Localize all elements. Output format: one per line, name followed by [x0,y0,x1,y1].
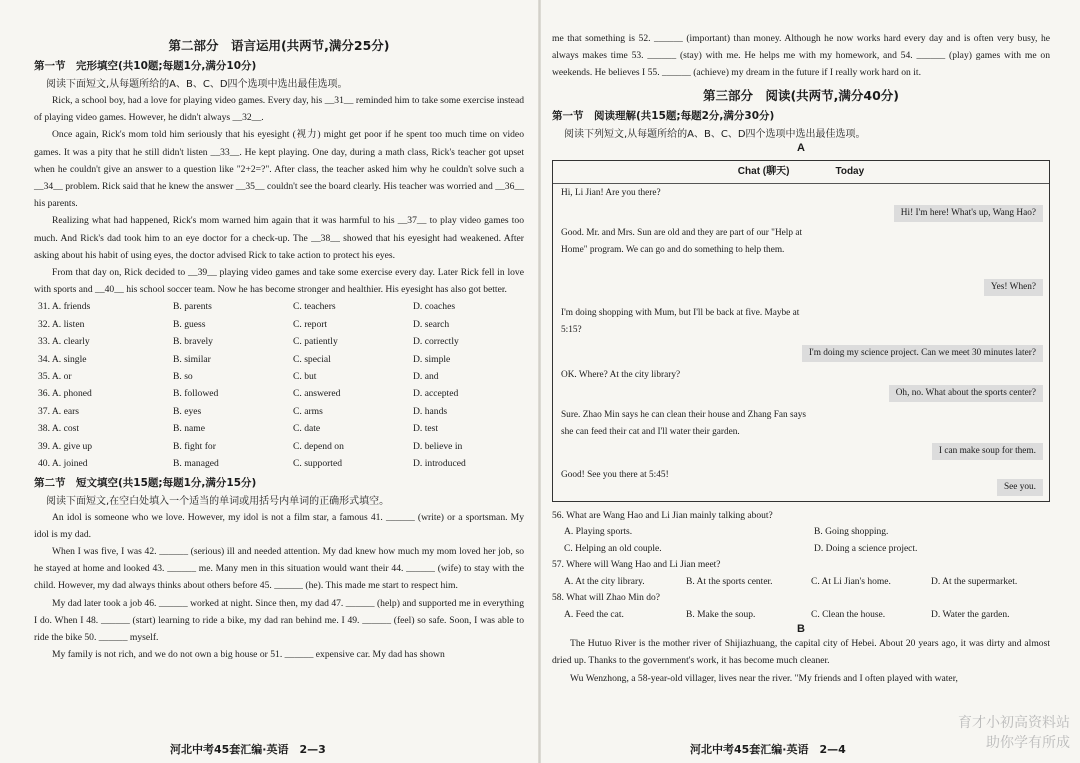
chat-header [553,161,1049,184]
cloze-paragraph: Realizing what had happened, Rick's mom warned him again that it was harmful to his __37__ to play video games too much. And Rick's dad took him to an eye doctor for a check-up. The __38__ showed that his eyesight had weakened. After asking about his habit of using eyes, the doctor advised Rick to take action to protect his eyes. [34,215,524,261]
question-stem: 58. What will Zhao Min do? [552,593,661,604]
option: 34. A. single [38,353,87,365]
option: 40. A. joined [38,458,88,470]
answer-option: A. At the city library. [564,576,645,587]
chat-message-left: Good! See you there at 5:45! [561,469,669,480]
option: C. supported [293,458,343,470]
reading-section-title: 第一节 阅读理解(共15题;每题2分,满分30分) [552,109,775,122]
chat-message-right: I'm doing my science project. Can we meet 30 minutes later? [802,345,1043,362]
chat-date: Today [835,165,865,177]
cloze-paragraph: From that day on, Rick decided to __39__ playing video games and take some exercise every day. Later Rick fell in love with sports and __40__ his school soccer team. Now he has become stronger and healthier. His eyesight has also got better. [34,267,524,296]
option: B. managed [173,458,219,470]
option: D. test [413,423,439,435]
cloze-options [38,298,524,472]
option: 32. A. listen [38,318,85,330]
cloze-section-title: 第一节 完形填空(共10题;每题1分,满分10分) [34,60,257,72]
part-three-title: 第三部分 阅读(共两节,满分40分) [702,87,900,103]
chat-message-right: I can make soup for them. [932,443,1043,460]
right-footer: 河北中考45套汇编·英语 2—4 [690,743,846,756]
answer-option: D. Water the garden. [931,609,1010,620]
question-56 [552,508,1050,558]
chat-message-right: Yes! When? [984,279,1043,296]
option: D. and [413,371,439,383]
option: C. arms [293,405,323,417]
option: B. parents [173,301,212,313]
passage-a-label: A [797,141,805,154]
answer-option: C. At Li Jian's home. [811,576,891,587]
option: 35. A. or [38,371,72,383]
option: C. patiently [293,336,338,348]
option: 36. A. phoned [38,388,92,400]
option: B. eyes [173,405,202,417]
option: D. correctly [413,336,459,348]
chat-title: Chat (聊天) [737,165,790,177]
option: D. believe in [413,440,463,452]
passage-b-paragraph: The Hutuo River is the mother river of Shijiazhuang, the capital city of Hebei. About 20 years ago, it was dirty and almost dried up. Thanks to the government's work, it has become much cleaner. [552,638,1050,667]
answer-option: B. Going shopping. [814,527,889,538]
chat-message-left: OK. Where? At the city library? [561,369,681,380]
fill-blank-paragraph: My dad later took a job 46. ______ worked at night. Since then, my dad 47. ______ (help) and supported me in everything I do. When I 48. ______ (start) learning to ride a bike, my dad ran behind me. I 49. ______ (feel) so safe. Soon, I was able to ride the bike 50. ______ myself. [34,597,524,643]
answer-option: A. Feed the cat. [564,609,624,620]
option: C. date [293,423,321,435]
answer-option: C. Clean the house. [811,609,886,620]
left-footer: 河北中考45套汇编·英语 2—3 [170,743,326,756]
option: 31. A. friends [38,301,91,313]
option: D. coaches [413,301,456,313]
cloze-instruction: 阅读下面短文,从每题所给的A、B、C、D四个选项中选出最佳选项。 [46,79,348,90]
answer-option: B. Make the soup. [686,609,756,620]
option: B. so [173,371,193,383]
watermark-line: 助你学有所成 [986,735,1070,751]
part-two-title: 第二部分 语言运用(共两节,满分25分) [168,38,390,53]
fill-blank-paragraph: An idol is someone who we love. However, my idol is not a film star, a famous 41. ______ (write) or a sportsman. My idol is my dad. [34,511,524,540]
watermark [958,713,1070,753]
chat-message-left: Hi, Li Jian! Are you there? [561,187,661,198]
chat-window [552,160,1050,502]
answer-option: D. At the supermarket. [931,576,1018,587]
option: C. but [293,371,317,383]
option: D. introduced [413,458,466,470]
fill-blank-paragraph: My family is not rich, and we do not own a big house or 51. ______ expensive car. My dad has shown [52,649,445,661]
option: B. similar [173,353,211,365]
passage-b-label: B [797,623,805,636]
option: B. fight for [173,440,216,452]
chat-message-right: Hi! I'm here! What's up, Wang Hao? [894,205,1043,222]
option: C. report [293,318,328,330]
cloze-paragraph: Rick, a school boy, had a love for playing video games. Every day, his __31__ reminded him to take some exercise instead of playing video games. However, he didn't always __32__. [34,95,524,124]
question-58 [552,590,1050,623]
cloze-paragraph: Once again, Rick's mom told him seriously that his eyesight (视力) might get poor if he spent too much time on video games. It was a pity that he still didn't listen __33__. He kept playing. One day, during a math class, Rick's teacher got upset when he couldn't give an answer to a question like "2+2=?". After class, the teacher asked him why he couldn't solve such a __34__ problem. Rick said that he knew the answer __35__ couldn't see the board clearly. His teacher was worried and __36__ his parents. [34,129,524,210]
chat-message-right: Oh, no. What about the sports center? [889,385,1043,402]
option: D. simple [413,353,451,365]
option: D. accepted [413,388,459,400]
question-57 [552,557,1050,590]
answer-option: D. Doing a science project. [814,543,918,554]
answer-option: A. Playing sports. [564,527,633,538]
answer-option: B. At the sports center. [686,576,773,587]
watermark-line: 育才小初高资料站 [958,715,1070,731]
fill-blank-continuation: me that something is 52. ______ (important) than money. Although he now works hard every day and is often very busy, he always makes time 53. ______ (stay) with me. He helps me with my homework, and 54. ______ (play) games with me on weekends. He believes I 55. ______ (achieve) my dream in the future if I really work hard on it. [552,33,1050,79]
option: C. special [293,353,331,365]
reading-instruction: 阅读下列短文,从每题所给的A、B、C、D四个选项中选出最佳选项。 [564,128,866,140]
chat-message-left: I'm doing shopping with Mum, but I'll be back at five. Maybe at 5:15? [561,307,800,335]
option: 33. A. clearly [38,336,90,348]
option: B. name [173,423,205,435]
option: B. bravely [173,336,213,348]
option: D. search [413,318,450,330]
option: C. depend on [293,440,344,452]
option: B. guess [173,318,206,330]
fill-blank-section-title: 第二节 短文填空(共15题;每题1分,满分15分) [34,476,257,489]
option: B. followed [173,388,219,400]
answer-option: C. Helping an old couple. [564,543,662,554]
chat-message-left: Good. Mr. and Mrs. Sun are old and they are part of our "Help at Home" program. We can go and do something to help them. [561,227,803,255]
option: 37. A. ears [38,405,80,417]
option: 38. A. cost [38,423,80,435]
option: C. teachers [293,301,336,313]
option: C. answered [293,388,341,400]
option: D. hands [413,405,448,417]
fill-blank-instruction: 阅读下面短文,在空白处填入一个适当的单词或用括号内单词的正确形式填空。 [46,495,390,507]
fill-blank-paragraph: When I was five, I was 42. ______ (serious) ill and needed attention. My dad knew how much my mom loved her job, so he stayed at home and looked 43. ______ me. Many men in this situation would want their 44. ______ (wife) to stay with the child. However, my dad always thinks about others before 45. ______ (he). This made me start to respect him. [34,545,524,592]
question-stem: 57. Where will Wang Hao and Li Jian meet? [552,560,721,571]
chat-message-left: Sure. Zhao Min says he can clean their house and Zhang Fan says she can feed their cat and I'll water their garden. [561,409,807,437]
option: 39. A. give up [38,440,93,452]
right-page [540,0,1080,763]
question-stem: 56. What are Wang Hao and Li Jian mainly talking about? [552,510,773,521]
passage-b-paragraph: Wu Wenzhong, a 58-year-old villager, lives near the river. "My friends and I often played with water, [570,672,958,684]
chat-message-right: See you. [997,479,1043,496]
